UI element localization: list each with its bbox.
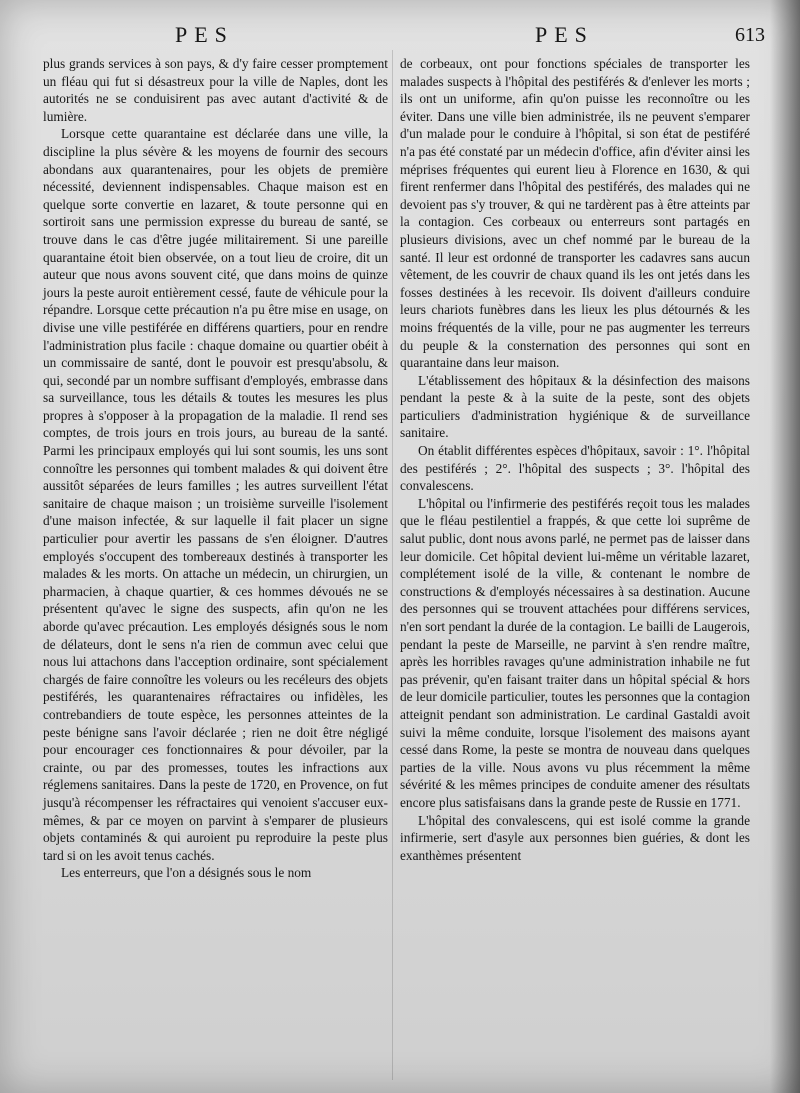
paragraph: Les enterreurs, que l'on a désignés sous le nom [61,865,312,881]
right-column [400,55,750,864]
left-column [43,55,388,882]
running-head-left: PES [175,22,234,47]
paragraph: L'établissement des hôpitaux & la désinfection des maisons pendant la peste & à la suite de la peste, sont des objets particuliers d'administration hygiénique & de surveillance sanitaire. [400,372,750,441]
page-number: 613 [735,24,765,46]
paragraph: Lorsque cette quarantaine est déclarée dans une ville, la discipline la plus sévère & les moyens de fournir des secours abondans aux quarantenaires, pour les objets de première nécessité, deviennent indispensables. Chaque maison est en quelque sorte convertie en lazaret, & toute personne qui en sortiroit sans une permission expresse du bureau de santé, se trouve dans le cas d'être jugée militairement. Si une pareille quarantaine étoit bien observée, on a tout lieu de croire, dit un auteur que nous avons souvent cité, que dans moins de quinze jours la peste auroit entièrement cessé, faute de véhicule pour la répandre. Lorsque cette précaution n'a pu être mise en usage, on divise une ville pestiférée en différens quartiers, pour en rendre l'administration plus facile : chaque domaine ou quartier obéit à un commissaire de santé, dont le pouvoir est presqu'absolu, & qui, secondé par un nombre suffisant d'employés, embrasse dans sa surveillance, tous les détails & toutes les mesures les plus propres à s'opposer à la propagation de la maladie. Il rend ses comptes, de trois jours en trois jours, au bureau de la santé. Parmi les principaux employés qui lui sont soumis, les uns sont connoître les personnes qui tombent malades & qui doivent être aussitôt séparées de leurs familles ; les autres surveillent l'état sanitaire de chaque maison ; un troisième surveille l'isolement d'une maison infectée, & sur laquelle il fait placer un signe particulier pour avertir les passans de s'en éloigner. D'autres employés s'occupent des tombereaux destinés à transporter les malades & les morts. On attache un médecin, un chirurgien, un pharmacien, à chaque quartier, & ces hommes dévoués ne se présentent qu'avec le signe des suspects, afin qu'on ne les aborde qu'avec précaution. Les employés désignés sous le nom de délateurs, dont le sens n'a rien de commun avec celui que nous lui attachons dans l'acception ordinaire, sont spécialement chargés de faire connoître les voleurs ou les recéleurs des objets pestiférés, les quarantenaires réfractaires ou infidèles, les contrebandiers de toute espèce, les personnes atteintes de la peste bénigne sans l'avoir déclarée ; rien ne doit être négligé pour encourager ces fonctionnaires & pour dévoiler, par la crainte, ou par des promesses, toutes les infractions aux réglemens sanitaires. Dans la peste de 1720, en Provence, on fut jusqu'à récompenser les réfractaires qui venoient s'accuser eux-mêmes, & par ce moyen on parvint à s'emparer de plusieurs objets contaminés & qui auroient pu reproduire la peste plus tard si on les avoit tenus cachés. [43,126,388,863]
column-divider [392,50,393,1080]
paragraph: de corbeaux, ont pour fonctions spéciales de transporter les malades suspects à l'hôpital des pestiférés & d'enlever les morts ; ils ont un uniforme, afin qu'on puisse les reconnoître ou les éviter. Dans une ville bien administrée, ils ne peuvent s'emparer d'un malade pour le conduire à l'hôpital, si son état de pestiféré n'a pas été constaté par un médecin d'office, afin d'éviter ainsi les méprises fréquentes qui eurent lieu à Florence en 1630, & qui firent renfermer dans l'hôpital des pestiférés, des malades qui ne devoient pas s'y trouver, & qui ne tardèrent pas à être atteints par la contagion. Ces corbeaux ou enterreurs sont partagés en plusieurs divisions, avec un chef nommé par le bureau de la santé. Il leur est ordonné de transporter les cadavres sans aucun vêtement, de les couvrir de chaux quand ils les ont jetés dans les fosses destinées à les recevoir. Ils doivent d'ailleurs conduire leurs chariots funèbres dans les lieux les plus détournés & les moins fréquentés de la ville, pour ne pas augmenter les terreurs du peuple & la consternation des personnes qui sont en quarantaine dans leur maison. [400,56,750,371]
paragraph: L'hôpital ou l'infirmerie des pestiférés reçoit tous les malades que le fléau pestilentiel a frappés, & que cette loi suprême de salut public, dont nous avons parlé, ne permet pas de laisser dans leur domicile. Cet hôpital devient lui-même un véritable lazaret, complétement isolé de la ville, & contenant le nombre de constructions & d'employés nécessaires à sa destination. Aucune des personnes qui se trouvent attachées pour différens services, n'en sort pendant la durée de la contagion. Le bailli de Laugerois, pendant la peste de Marseille, ne parvint à s'en rendre maître, après les horribles ravages qu'une administration inhabile ne fut pas prévenir, qu'en faisant traiter dans un hôpital spécial & hors de leur domicile particulier, toutes les personnes que la contagion atteignit pendant son administration. Le cardinal Gastaldi avoit suivi la même conduite, lorsque l'isolement des maisons ayant cessé dans Rome, la peste se montra de nouveau dans quelques parties de la ville. Nous avons vu plus récemment la même sévérité & les mêmes principes de conduite amener des résultats encore plus satisfaisans dans la grande peste de Russie en 1771. [400,495,750,810]
paragraph: plus grands services à son pays, & d'y faire cesser promptement un fléau qui fut si désastreux pour la ville de Naples, dont les autorités ne se conduisirent pas avec autant d'activité & de lumière. [43,56,388,124]
running-head-right: PES [535,22,594,47]
paragraph: On établit différentes espèces d'hôpitaux, savoir : 1°. l'hôpital des pestiférés ; 2°. l'hôpital des suspects ; 3°. l'hôpital des convalescens. [400,443,750,494]
paragraph: L'hôpital des convalescens, qui est isolé comme la grande infirmerie, sert d'asyle aux personnes bien guéries, & dont les exanthèmes présentent [400,812,750,863]
page-edge-shadow [770,0,800,1093]
